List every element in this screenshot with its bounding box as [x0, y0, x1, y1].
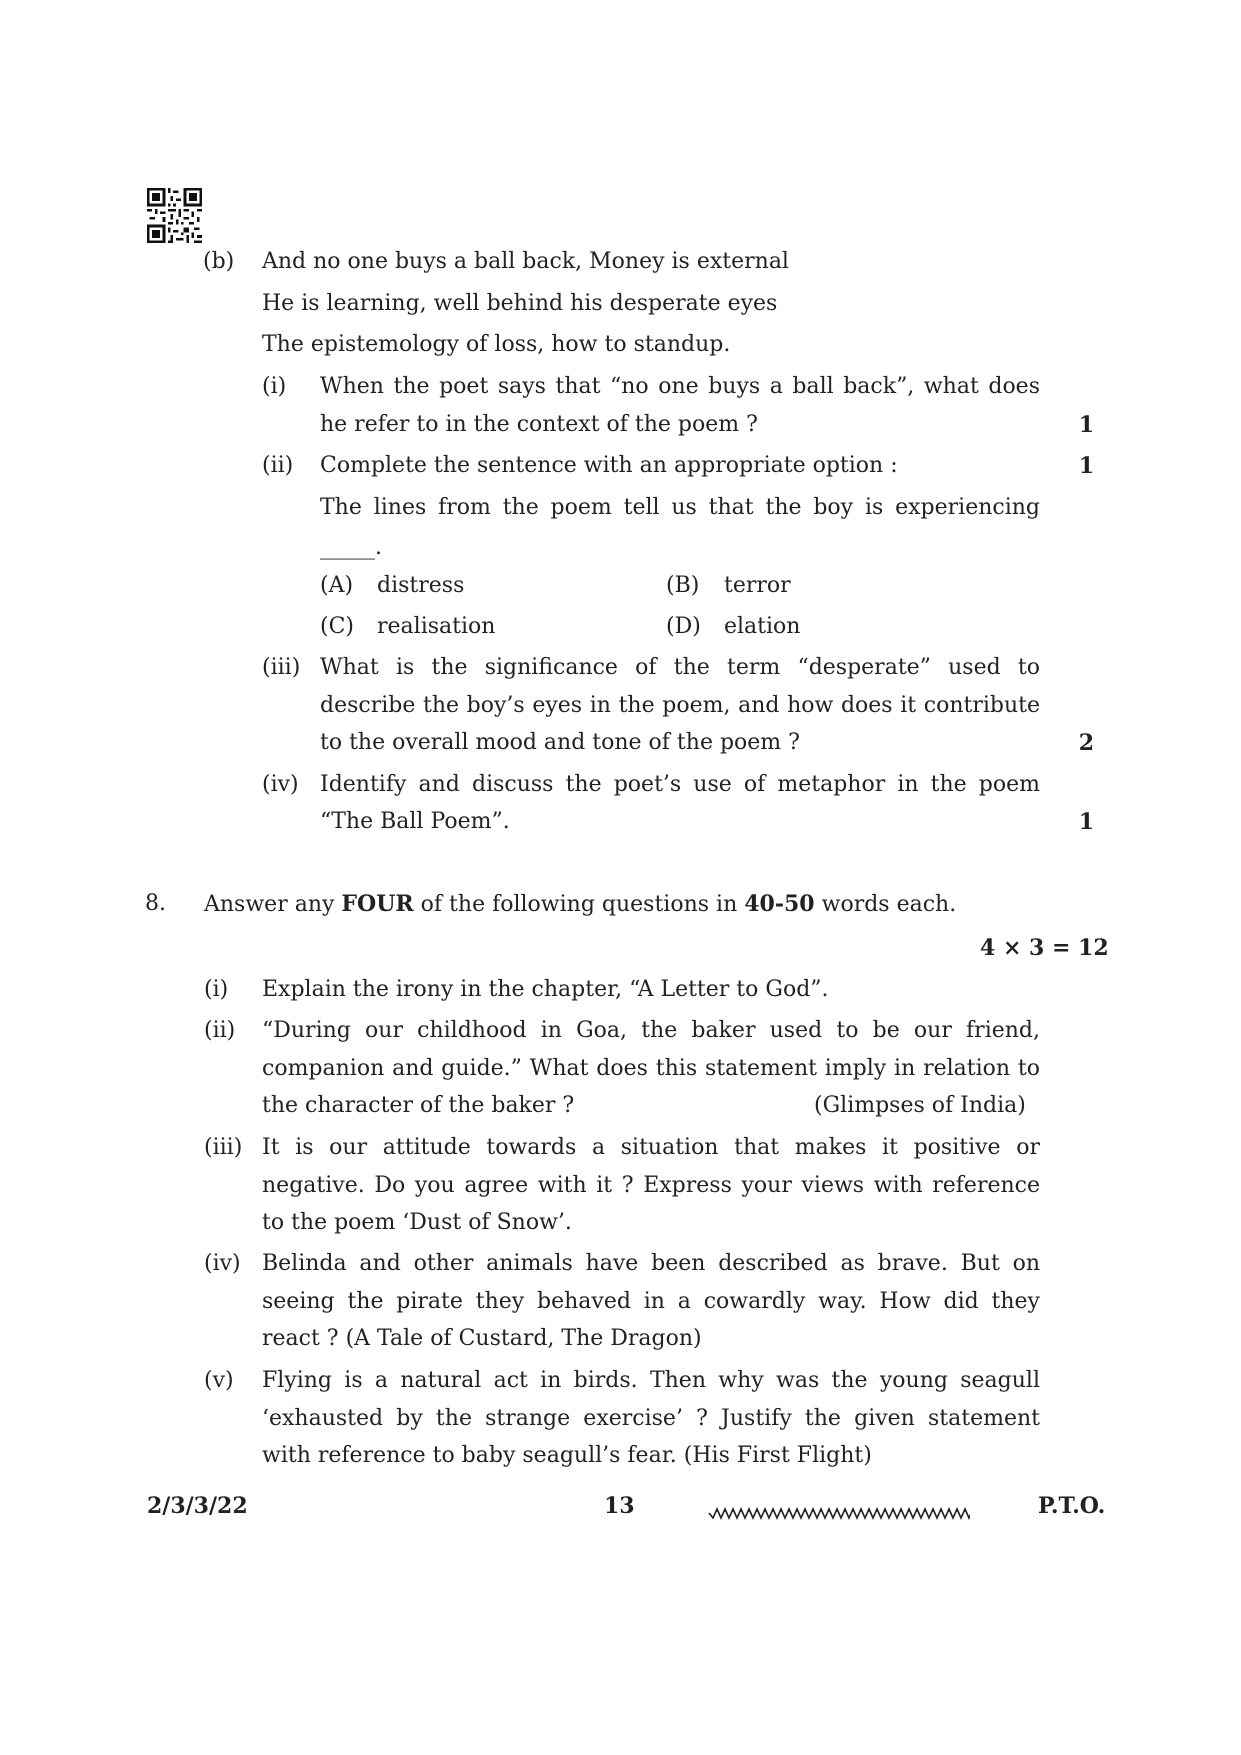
item-text: with reference to baby seagull’s fear. (His First Flight)	[262, 1443, 872, 1468]
poem-line: The epistemology of loss, how to standup.	[262, 332, 731, 357]
item-text: to the poem ‘Dust of Snow’.	[262, 1210, 572, 1235]
item-label: (ii)	[204, 1018, 236, 1043]
item-label: (v)	[204, 1368, 234, 1393]
item-text: companion and guide.” What does this statement imply in relation to	[262, 1056, 1040, 1081]
item-label: (iii)	[204, 1135, 243, 1160]
sub-question-text: When the poet says that “no one buys a ball back”, what does	[320, 374, 1040, 399]
marks: 1	[1078, 453, 1094, 479]
option-text: terror	[724, 573, 791, 598]
q8-instruction: Answer any FOUR of the following questions in 40-50 words each.	[204, 891, 957, 917]
item-label: (i)	[204, 977, 229, 1002]
item-text: react ? (A Tale of Custard, The Dragon)	[262, 1326, 702, 1351]
wavy-line-icon	[708, 1506, 970, 1520]
question-number: 8.	[145, 891, 166, 916]
sub-question-label: (ii)	[262, 453, 294, 478]
sub-question-text: Complete the sentence with an appropriate option :	[320, 453, 898, 478]
item-text: Belinda and other animals have been described as brave. But on	[262, 1251, 1040, 1276]
paper-code: 2/3/3/22	[147, 1493, 248, 1519]
sub-question-text: describe the boy’s eyes in the poem, and how does it contribute	[320, 693, 1040, 718]
poem-line: And no one buys a ball back, Money is external	[262, 249, 789, 274]
marks: 2	[1078, 730, 1094, 756]
q7b-label: (b)	[203, 249, 235, 274]
option-label: (C)	[320, 614, 354, 639]
item-text: “During our childhood in Goa, the baker used to be our friend,	[262, 1018, 1040, 1043]
item-text: negative. Do you agree with it ? Express your views with reference	[262, 1173, 1040, 1198]
option-text: realisation	[377, 614, 496, 639]
sub-question-text: “The Ball Poem”.	[320, 809, 510, 834]
sub-question-text: The lines from the poem tell us that the boy is experiencing	[320, 495, 1040, 520]
sub-question-label: (i)	[262, 374, 287, 399]
item-text: ‘exhausted by the strange exercise’ ? Justify the given statement	[262, 1406, 1040, 1431]
option-text: elation	[724, 614, 801, 639]
marks: 1	[1078, 809, 1094, 835]
sub-question-label: (iv)	[262, 772, 299, 797]
item-text: It is our attitude towards a situation that makes it positive or	[262, 1135, 1040, 1160]
item-label: (iv)	[204, 1251, 241, 1276]
q8-marks: 4 × 3 = 12	[980, 935, 1109, 961]
sub-question-text: he refer to in the context of the poem ?	[320, 412, 758, 437]
sub-question-text: to the overall mood and tone of the poem ?	[320, 730, 800, 755]
pto-label: P.T.O.	[1038, 1493, 1106, 1519]
sub-question-text: Identify and discuss the poet’s use of metaphor in the poem	[320, 772, 1040, 797]
sub-question-label: (iii)	[262, 655, 301, 680]
item-text: Flying is a natural act in birds. Then why was the young seagull	[262, 1368, 1040, 1393]
poem-line: He is learning, well behind his desperate eyes	[262, 291, 778, 316]
sub-question-text: What is the significance of the term “desperate” used to	[320, 655, 1040, 680]
item-text: Explain the irony in the chapter, “A Letter to God”.	[262, 977, 829, 1002]
option-label: (B)	[666, 573, 700, 598]
blank-line: _____.	[320, 535, 382, 560]
item-text: the character of the baker ?	[262, 1093, 575, 1118]
qr-code-icon	[147, 188, 202, 243]
marks: 1	[1078, 412, 1094, 438]
item-source: (Glimpses of India)	[814, 1093, 1026, 1118]
page-number: 13	[604, 1493, 635, 1519]
item-text: seeing the pirate they behaved in a cowardly way. How did they	[262, 1289, 1040, 1314]
option-text: distress	[377, 573, 465, 598]
option-label: (A)	[320, 573, 354, 598]
option-label: (D)	[666, 614, 701, 639]
